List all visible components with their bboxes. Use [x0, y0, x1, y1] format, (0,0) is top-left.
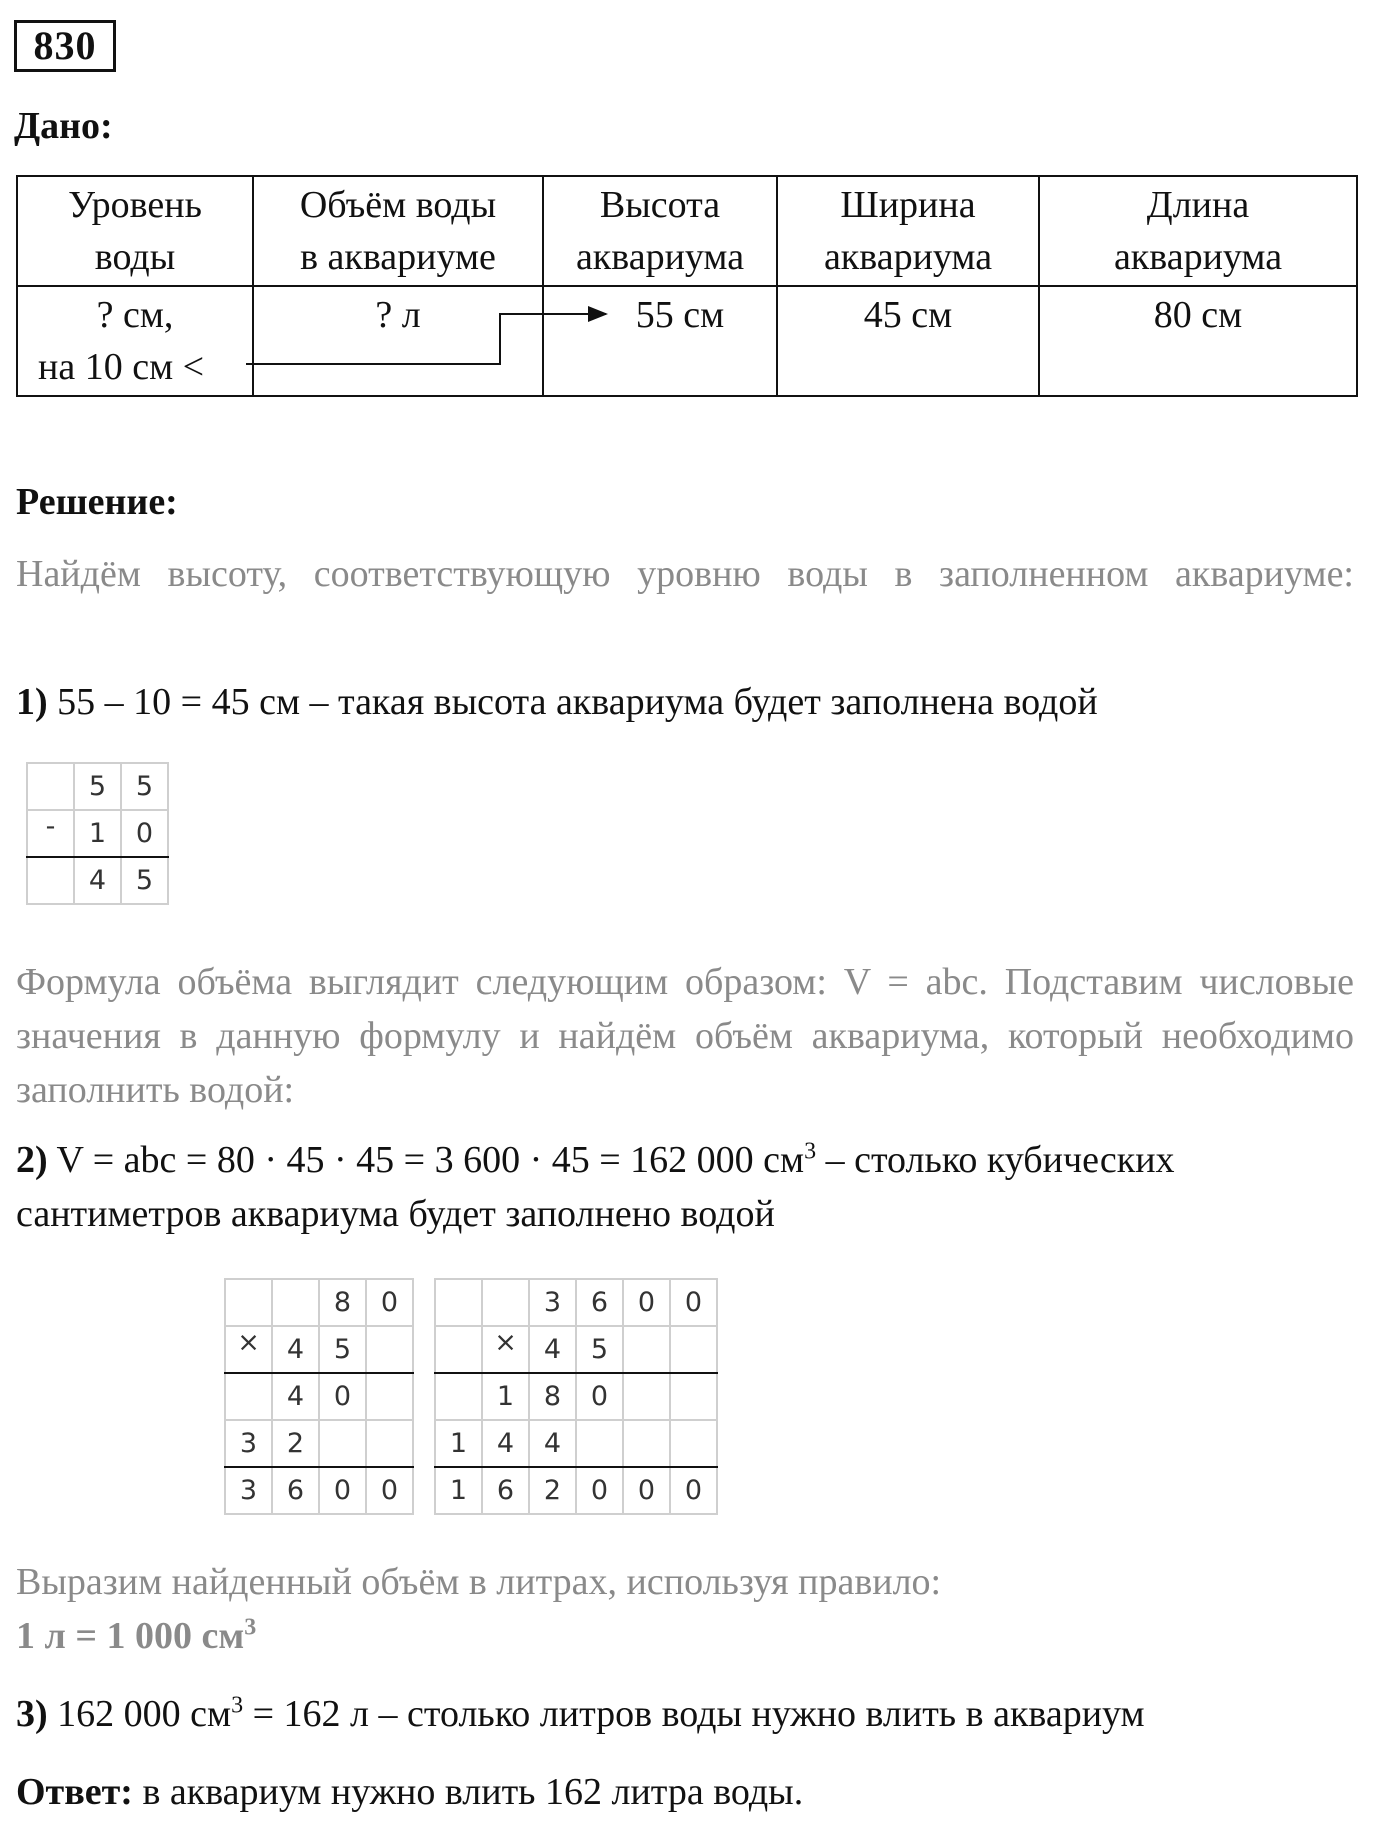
calc-cell	[623, 1373, 670, 1420]
calc-cell	[670, 1420, 717, 1467]
calc-cell: 3	[225, 1420, 272, 1467]
step2-sup: 3	[804, 1138, 817, 1165]
calc-cell: 2	[272, 1420, 319, 1467]
step3-text: 162 000 см	[57, 1693, 232, 1735]
subtraction-calc	[26, 762, 169, 905]
calc-cell	[623, 1420, 670, 1467]
step1	[16, 680, 1098, 724]
formula-text: Формула объёма выглядит следующим образом: V = abc. Подставим числовые значения в данную формулу и найдём объём аквариума, который необходимо заполнить водой:	[16, 961, 1354, 1111]
calc-cell: 8	[319, 1279, 366, 1326]
step3	[16, 1692, 1145, 1736]
calc-cell: 0	[319, 1467, 366, 1514]
calc-cell	[670, 1326, 717, 1373]
calc-cell	[366, 1326, 413, 1373]
step2-line2: сантиметров аквариума будет заполнено водой	[16, 1193, 775, 1235]
step2-text: V = abc = 80 · 45 · 45 = 3 600 · 45 = 162 000 см	[56, 1139, 805, 1181]
calc-cell	[27, 763, 74, 810]
header-height: Высота аквариума	[543, 176, 777, 286]
value-length: 80 см	[1039, 286, 1357, 396]
value-water-level: ? см, на 10 см <	[17, 286, 253, 396]
header-width: Ширина аквариума	[777, 176, 1039, 286]
calc-cell: 0	[366, 1279, 413, 1326]
answer	[16, 1770, 803, 1814]
minus-sign: -	[27, 810, 74, 857]
calc-cell: 6	[482, 1467, 529, 1514]
calc-cell	[576, 1420, 623, 1467]
liters-text: Выразим найденный объём в литрах, используя правило:	[16, 1561, 942, 1603]
step1-label: 1)	[16, 681, 48, 723]
multiplication-calc-1	[224, 1278, 414, 1515]
value-height: 55 см	[543, 286, 777, 396]
calc-cell: 1	[435, 1420, 482, 1467]
calc-cell: 0	[623, 1467, 670, 1514]
calc-cell: 4	[74, 857, 121, 904]
value-width: 45 см	[777, 286, 1039, 396]
calc-cell: 3	[225, 1467, 272, 1514]
calc-cell: 0	[121, 810, 168, 857]
solution-heading: Решение:	[16, 481, 178, 523]
calc-cell: 0	[576, 1467, 623, 1514]
calc-cell	[272, 1279, 319, 1326]
multiply-sign: ×	[225, 1326, 272, 1373]
calc-cell	[225, 1373, 272, 1420]
calc-cell: 0	[366, 1467, 413, 1514]
calc-cell	[623, 1326, 670, 1373]
multiply-sign: ×	[482, 1326, 529, 1373]
answer-text: в аквариум нужно влить 162 литра воды.	[132, 1771, 804, 1813]
calc-cell: 5	[319, 1326, 366, 1373]
problem-number: 830	[14, 20, 116, 72]
calc-cell: 4	[529, 1420, 576, 1467]
calc-cell: 6	[576, 1279, 623, 1326]
calc-cell: 5	[576, 1326, 623, 1373]
calc-cell: 0	[670, 1279, 717, 1326]
header-length: Длина аквариума	[1039, 176, 1357, 286]
calc-cell: 0	[623, 1279, 670, 1326]
calc-cell: 5	[121, 857, 168, 904]
calc-cell: 8	[529, 1373, 576, 1420]
calc-cell: 6	[272, 1467, 319, 1514]
calc-cell: 1	[74, 810, 121, 857]
value-volume: ? л	[253, 286, 543, 396]
step3-sup: 3	[231, 1692, 244, 1719]
calc-cell: 5	[74, 763, 121, 810]
calc-cell: 0	[319, 1373, 366, 1420]
header-volume: Объём воды в аквариуме	[253, 176, 543, 286]
calc-cell	[27, 857, 74, 904]
calc-cell: 0	[576, 1373, 623, 1420]
comparison-arrow	[0, 0, 1400, 420]
calc-cell: 2	[529, 1467, 576, 1514]
header-water-level: Уровень воды	[17, 176, 253, 286]
calc-cell	[225, 1279, 272, 1326]
calc-cell	[670, 1373, 717, 1420]
multiplication-calc-2	[434, 1278, 718, 1515]
calc-cell	[435, 1373, 482, 1420]
rule	[16, 1614, 256, 1658]
answer-label: Ответ:	[16, 1771, 133, 1813]
calc-cell: 4	[482, 1420, 529, 1467]
calc-cell	[366, 1420, 413, 1467]
calc-cell	[319, 1420, 366, 1467]
calc-cell: 1	[435, 1467, 482, 1514]
given-heading: Дано:	[14, 105, 113, 147]
calc-cell: 0	[670, 1467, 717, 1514]
calc-cell: 5	[121, 763, 168, 810]
calc-cell	[435, 1326, 482, 1373]
calc-cell: 1	[482, 1373, 529, 1420]
step2	[16, 1138, 1175, 1182]
calc-cell: 4	[272, 1373, 319, 1420]
rule-text: 1 л = 1 000 см	[16, 1615, 245, 1657]
step1-text: 55 – 10 = 45 см – такая высота аквариума будет заполнена водой	[57, 681, 1098, 723]
step2-label: 2)	[16, 1139, 48, 1181]
calc-cell: 3	[529, 1279, 576, 1326]
calc-cell	[366, 1373, 413, 1420]
rule-sup: 3	[244, 1614, 257, 1641]
calc-cell	[435, 1279, 482, 1326]
step3-text-b: = 162 л – столько литров воды нужно влить в аквариум	[243, 1693, 1145, 1735]
step3-label: 3)	[16, 1693, 48, 1735]
calc-cell: 4	[272, 1326, 319, 1373]
calc-cell: 4	[529, 1326, 576, 1373]
step2-text-b: – столько кубических	[816, 1139, 1175, 1181]
intro-text: Найдём высоту, соответствующую уровню воды в заполненном аквариуме:	[16, 553, 1354, 595]
calc-cell	[482, 1279, 529, 1326]
